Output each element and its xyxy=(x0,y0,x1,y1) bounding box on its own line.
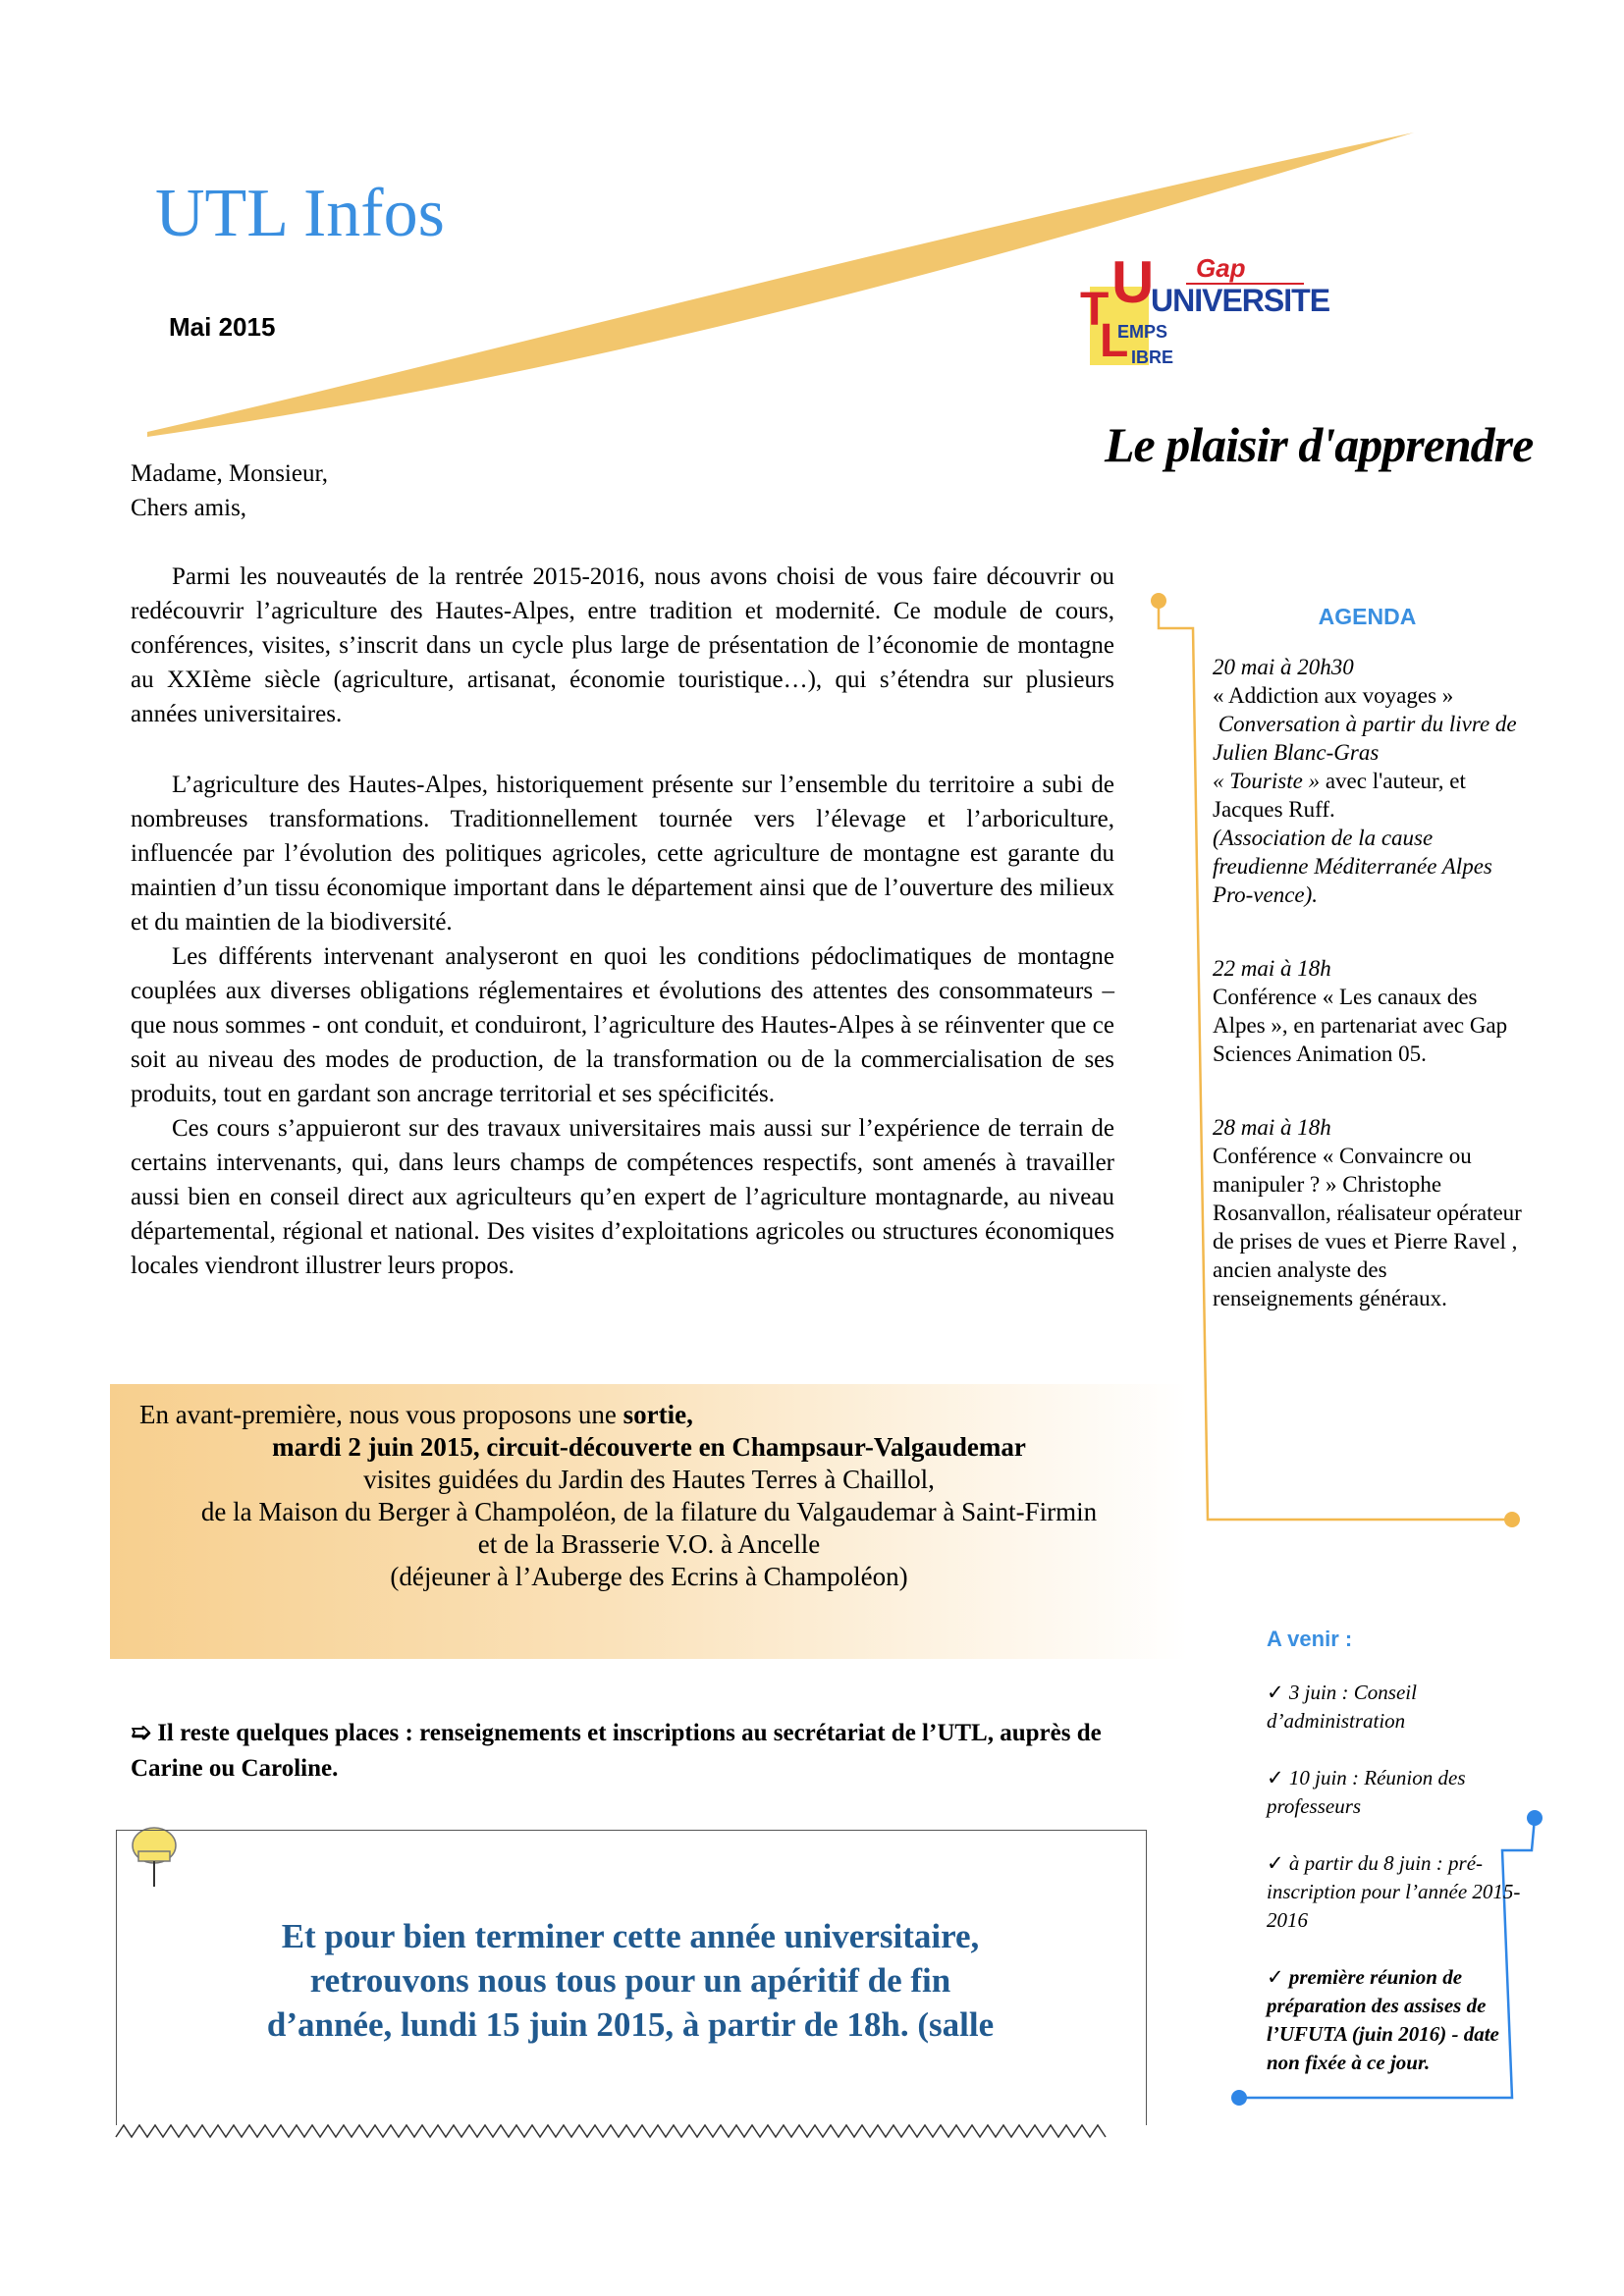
upcoming-text: 3 juin : Conseil d’administration xyxy=(1267,1681,1417,1733)
paragraph-text: Ces cours s’appuieront sur des travaux universitaires mais aussi sur l’expérience de terrain de certains intervenants, qui, dans leurs champs de compétences respectifs, sont amenés à travailler aussi bien en conseil direct aux agriculteurs qu’en expert de l’agriculture montagnarde, au niveau départemental, régional et national. Des visites d’exploitations agricoles ou structures économiques locales viendront illustrer leurs propos. xyxy=(131,1115,1114,1279)
outing-line-3: visites guidées du Jardin des Hautes Terres à Chaillol, xyxy=(363,1465,935,1494)
event-title: « Addiction aux voyages » xyxy=(1213,683,1454,708)
letter-paragraphs-2-4 xyxy=(131,768,1114,1283)
agenda-sidebar xyxy=(1213,603,1522,1358)
places-text: Il reste quelques places : renseignements et inscriptions au secrétariat de l’UTL, auprès de Carine ou Caroline. xyxy=(131,1720,1102,1782)
agenda-event-2 xyxy=(1213,954,1522,1068)
upcoming-item xyxy=(1267,1963,1522,2077)
outing-line-4: de la Maison du Berger à Champoléon, de la filature du Valgaudemar à Saint-Firmin xyxy=(200,1497,1098,1526)
issue-date: Mai 2015 xyxy=(169,312,276,342)
utl-logo xyxy=(1080,249,1330,371)
salutation-line-1: Madame, Monsieur, xyxy=(131,460,329,487)
outing-line-1 xyxy=(139,1399,1188,1431)
logo-universite: UNIVERSITE xyxy=(1151,283,1330,318)
outing-intro: En avant-première, nous vous proposons une xyxy=(139,1400,623,1429)
agenda-event-3 xyxy=(1213,1113,1522,1312)
agenda-event-1 xyxy=(1213,653,1522,909)
agenda-dot-top xyxy=(1151,593,1166,609)
newsletter-title: UTL Infos xyxy=(155,176,445,251)
salutation-line-2: Chers amis, xyxy=(131,495,247,521)
event-desc xyxy=(1213,710,1522,909)
event-date: 20 mai à 20h30 xyxy=(1213,655,1354,679)
outing-line-6: (déjeuner à l’Auberge des Ecrins à Champoléon) xyxy=(390,1562,908,1591)
tagline: Le plaisir d'apprendre xyxy=(1105,417,1534,472)
event-author: Julien Blanc-Gras xyxy=(1213,740,1380,765)
event-date: 22 mai à 18h xyxy=(1213,956,1331,981)
logo-gap: Gap xyxy=(1196,253,1246,283)
zigzag-border xyxy=(116,2125,1106,2137)
event-desc: Conférence « Convaincre ou manipuler ? » Christophe Rosanvallon, réalisateur opérateur de prises de vues et Pierre Ravel , ancien analyste des renseignements généraux. xyxy=(1213,1144,1522,1310)
check-icon: ✓ xyxy=(1267,1851,1284,1875)
paragraph-text: L’agriculture des Hautes-Alpes, historiquement présente sur l’ensemble du territoire a subi de nombreuses transformations. Traditionnellement tournée vers l’élevage et l’arboriculture, influencée par l’évolution des politiques agricoles, cette agriculture de montagne est garante du maintien d’un tissu économique important dans le département ainsi que de l’ouverture des milieux et du maintien de la biodiversité. xyxy=(131,772,1114,935)
event-desc-a: Conversation à partir du livre de xyxy=(1218,712,1517,736)
outing-sortie: sortie, xyxy=(623,1400,693,1429)
upcoming-item xyxy=(1267,1679,1522,1735)
logo-l: L xyxy=(1100,315,1129,367)
event-date: 28 mai à 18h xyxy=(1213,1115,1331,1140)
event-desc: Conférence « Les canaux des Alpes », en partenariat avec Gap Sciences Animation 05. xyxy=(1213,985,1508,1066)
note-line-3: d’année, lundi 15 juin 2015, à partir de 18h. (salle xyxy=(266,2005,995,2044)
note-line-2: retrouvons nous tous pour un apéritif de fin xyxy=(309,1961,951,2000)
outing-text xyxy=(110,1399,1188,1593)
upcoming-title: A venir : xyxy=(1267,1627,1353,1651)
arrow-icon: ➯ xyxy=(131,1720,151,1746)
avenir-dot-top xyxy=(1527,1810,1543,1826)
upcoming-text: à partir du 8 juin : pré-inscription pour l’année 2015-2016 xyxy=(1267,1851,1521,1932)
upcoming-text: 10 juin : Réunion des professeurs xyxy=(1267,1766,1466,1818)
letter-paragraph-1 xyxy=(131,560,1114,731)
logo-emps: EMPS xyxy=(1117,322,1168,342)
check-icon: ✓ xyxy=(1267,1681,1284,1704)
event-with: avec l'auteur, et Jacques Ruff. xyxy=(1213,769,1466,822)
event-book: « Touriste » xyxy=(1213,769,1321,793)
check-icon: ✓ xyxy=(1267,1766,1284,1789)
paragraph-text: Les différents intervenant analyseront en quoi les conditions pédoclimatiques de montagne couplées aux diverses obligations réglementaires et évolutions des attentes des consommateurs – que nous sommes - ont conduit, et conduiront, l’agriculture des Hautes-Alpes à se réinventer que ce soit au niveau des modes de production, de la transformation ou de la commercialisation de ses produits, tout en gardant son ancrage territorial et ses spécificités. xyxy=(131,943,1114,1107)
agenda-title: AGENDA xyxy=(1318,604,1417,629)
upcoming-text: première réunion de préparation des assises de l’UFUTA (juin 2016) - date non fixée à ce jour. xyxy=(1267,1965,1499,2074)
upcoming-item xyxy=(1267,1849,1522,1935)
places-notice xyxy=(131,1716,1112,1787)
outing-line-2: mardi 2 juin 2015, circuit-découverte en Champsaur-Valgaudemar xyxy=(272,1432,1026,1462)
note-line-1: Et pour bien terminer cette année universitaire, xyxy=(281,1917,980,1955)
paragraph-text: Parmi les nouveautés de la rentrée 2015-2016, nous avons choisi de vous faire découvrir ou redécouvrir l’agriculture des Hautes-Alpes, entre tradition et modernité. Ce module de cours, conférences, visites, s’inscrit dans un cycle plus large de présentation de l’économie de montagne au XXIème siècle (agriculture, artisanat, économie touristique…), qui s’étendra sur plusieurs années universitaires. xyxy=(131,563,1114,727)
note-text xyxy=(116,1914,1145,2047)
logo-u: U xyxy=(1111,249,1155,315)
logo-ibre: IBRE xyxy=(1131,347,1174,367)
upcoming-sidebar xyxy=(1267,1625,1522,2106)
avenir-dot-bottom xyxy=(1231,2090,1247,2106)
outing-line-5: et de la Brasserie V.O. à Ancelle xyxy=(477,1529,821,1559)
upcoming-item xyxy=(1267,1764,1522,1821)
event-assoc: (Association de la cause freudienne Méditerranée Alpes Pro-vence). xyxy=(1213,826,1492,907)
agenda-dot-bottom xyxy=(1504,1512,1520,1527)
check-icon: ✓ xyxy=(1267,1965,1284,1989)
logo-t: T xyxy=(1080,284,1110,336)
salutation xyxy=(131,456,328,525)
